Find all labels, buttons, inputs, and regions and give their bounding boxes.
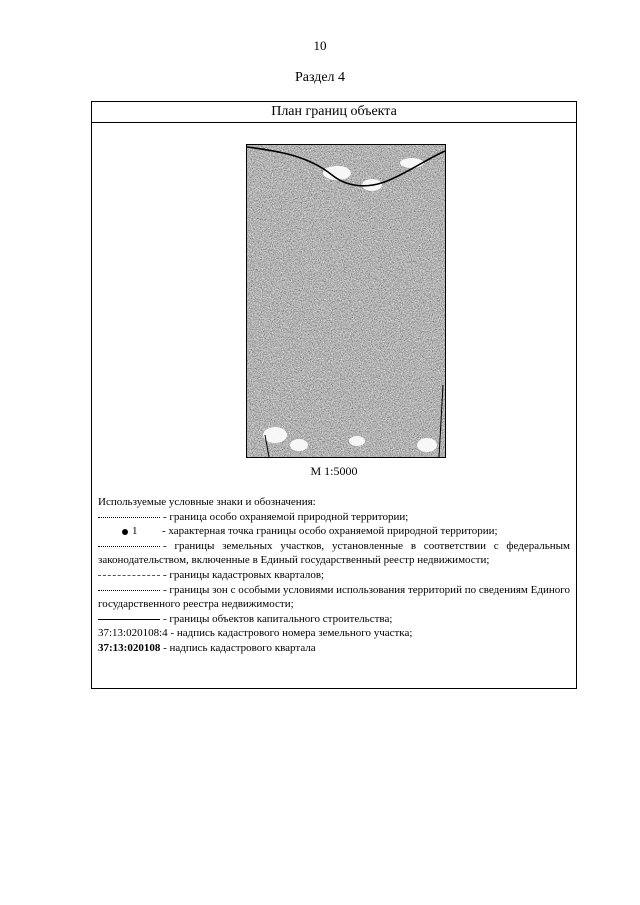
legend-heading: Используемые условные знаки и обозначения: [98, 496, 316, 508]
dashed-line-sample [98, 575, 160, 576]
legend-item-special-zones: - границы зон с особыми условиями использования территорий по сведениям Единого государственного реестра недвижимости; [98, 583, 570, 611]
aerial-map-image[interactable] [246, 144, 446, 458]
legend-item-quarter-label: 37:13:020108 - надпись кадастрового квартала [98, 641, 316, 654]
frame-title: План границ объекта [92, 102, 576, 123]
solid-line-sample [98, 619, 160, 620]
legend [98, 495, 570, 656]
dotted-line-sample [98, 590, 160, 591]
dotted-line-sample [98, 546, 160, 547]
point-marker-icon [122, 529, 128, 535]
map-scale: М 1:5000 [310, 464, 358, 478]
boundary-plan-frame [91, 101, 577, 689]
section-title: Раздел 4 [294, 70, 346, 85]
legend-item-ooopt-boundary: - граница особо охраняемой природной территории; [98, 510, 570, 525]
dotted-line-sample [98, 517, 160, 518]
legend-item-plot-number-label: 37:13:020108:4 - надпись кадастрового номера земельного участка; [98, 627, 413, 640]
legend-item-land-plots: - границы земельных участков, установленные в соответствии с федеральным законодательством, включенные в Единый государственный реестр недвижимости; [98, 539, 570, 567]
page-number: 10 [313, 38, 327, 53]
legend-item-capital-construction: - границы объектов капитального строительства; [98, 612, 570, 627]
legend-item-cadastral-quarters: - границы кадастровых кварталов; [98, 568, 570, 583]
legend-item-boundary-point: 1 - характерная точка границы особо охраняемой природной территории; [98, 524, 570, 539]
